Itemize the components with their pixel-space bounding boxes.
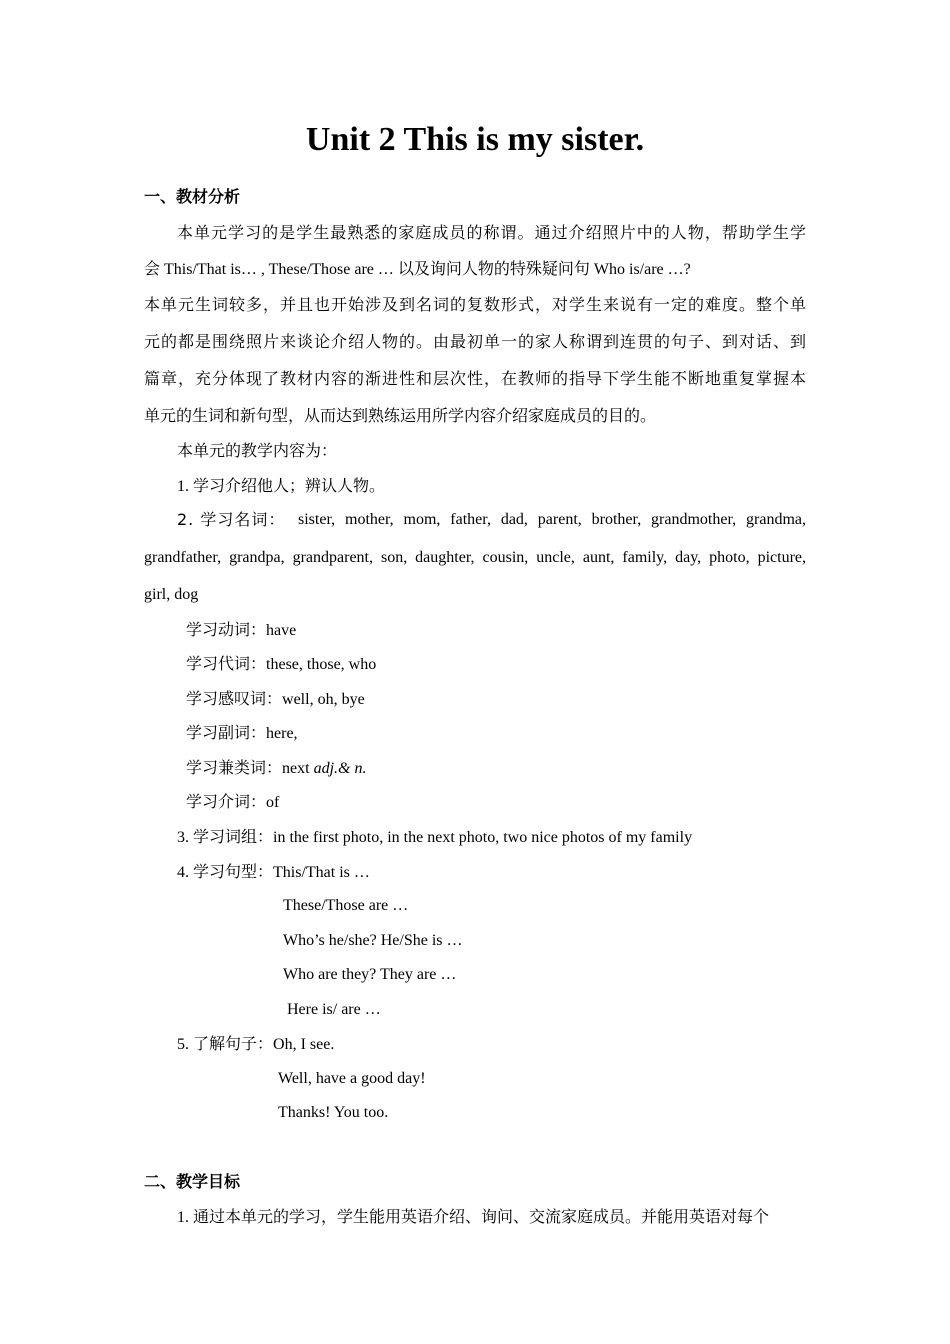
item-number: 5. [177, 1036, 193, 1053]
paragraph-line [144, 257, 691, 282]
page-title: Unit 2 This is my sister. [305, 121, 645, 158]
vocab-value: these, those, who [266, 656, 377, 673]
sentence-pattern: These/Those are … [283, 897, 409, 914]
text-span: 以及询问人物的特殊疑问句 [397, 259, 590, 278]
vocab-row-multi-class [186, 756, 366, 781]
vocab-value: here, [266, 725, 298, 742]
item-text: 通过本单元的学习，学生能用英语介绍、询问、交流家庭成员。并能用英语对每个 [193, 1207, 770, 1226]
sentence-pattern: Here is/ are … [287, 1001, 381, 1018]
sentence-pattern: Who’s he/she? He/She is … [283, 932, 463, 949]
list-item [177, 1032, 334, 1057]
content-intro: 本单元的教学内容为： [177, 441, 338, 460]
sentence-pattern: This/That is … [273, 864, 370, 881]
text-span: 会 [144, 259, 161, 278]
sentence-pattern: Who are they? They are … [283, 966, 457, 983]
vocab-label: 学习兼类词： [186, 758, 283, 777]
vocab-value: next [282, 760, 314, 777]
vocab-label: 学习副词： [186, 723, 267, 742]
sentence: Well, have a good day! [278, 1070, 426, 1087]
vocab-label: 学习感叹词： [186, 689, 283, 708]
vocab-value: of [266, 794, 280, 811]
paragraph-line: 本单元生词较多，并且也开始涉及到名词的复数形式，对学生来说有一定的难度。整个单 [144, 295, 806, 314]
part-of-speech: adj.& n. [313, 760, 367, 777]
paragraph-line: 元的都是围绕照片来谈论介绍人物的。由最初单一的家人称谓到连贯的句子、到对话、到 [144, 332, 806, 351]
vocab-label: 学习介词： [186, 792, 267, 811]
section-heading-goals: 二、教学目标 [144, 1172, 241, 1191]
vocab-value: have [266, 622, 297, 639]
item-label: 学习句型： [193, 862, 274, 881]
list-item [177, 860, 370, 885]
list-item [177, 825, 692, 850]
item-label: 2. 学习名词： [177, 510, 286, 529]
item-label: 学习词组： [193, 827, 274, 846]
item-number: 4. [177, 864, 193, 881]
vocab-row-prepositions [186, 790, 279, 815]
section-heading-analysis: 一、教材分析 [144, 187, 241, 206]
paragraph-line: 本单元学习的是学生最熟悉的家庭成员的称谓。通过介绍照片中的人物，帮助学生学 [177, 223, 806, 242]
vocab-label: 学习代词： [186, 654, 267, 673]
item-number: 1. [177, 478, 193, 495]
sentence: Thanks! You too. [278, 1104, 389, 1121]
vocab-row-verbs [186, 618, 296, 643]
vocab-row-interjections [186, 687, 365, 712]
text-span: This/That is… , These/Those are … [160, 261, 398, 278]
list-item [177, 508, 285, 533]
list-item [177, 474, 385, 499]
noun-list-line: sister, mother, mom, father, dad, parent, brother, grandmother, grandma, [298, 511, 806, 528]
noun-list-line: grandfather, grandpa, grandparent, son, daughter, cousin, uncle, aunt, family, day, photo, picture, [144, 549, 806, 566]
item-label: 了解句子： [193, 1034, 274, 1053]
item-number: 3. [177, 829, 193, 846]
item-text: in the first photo, in the next photo, two nice photos of my family [273, 829, 693, 846]
vocab-row-adverbs [186, 721, 298, 746]
list-item [177, 1205, 769, 1230]
vocab-row-pronouns [186, 652, 376, 677]
paragraph-line: 单元的生词和新句型，从而达到熟练运用所学内容介绍家庭成员的目的。 [144, 406, 657, 425]
paragraph-line: 篇章，充分体现了教材内容的渐进性和层次性，在教师的指导下学生能不断地重复掌握本 [144, 369, 806, 388]
item-number: 1. [177, 1209, 193, 1226]
noun-list-line: girl, dog [144, 586, 199, 603]
vocab-value: well, oh, bye [282, 691, 365, 708]
sentence: Oh, I see. [273, 1036, 335, 1053]
vocab-label: 学习动词： [186, 620, 267, 639]
text-span: Who is/are …? [589, 261, 691, 278]
item-text: 学习介绍他人；辨认人物。 [193, 476, 386, 495]
